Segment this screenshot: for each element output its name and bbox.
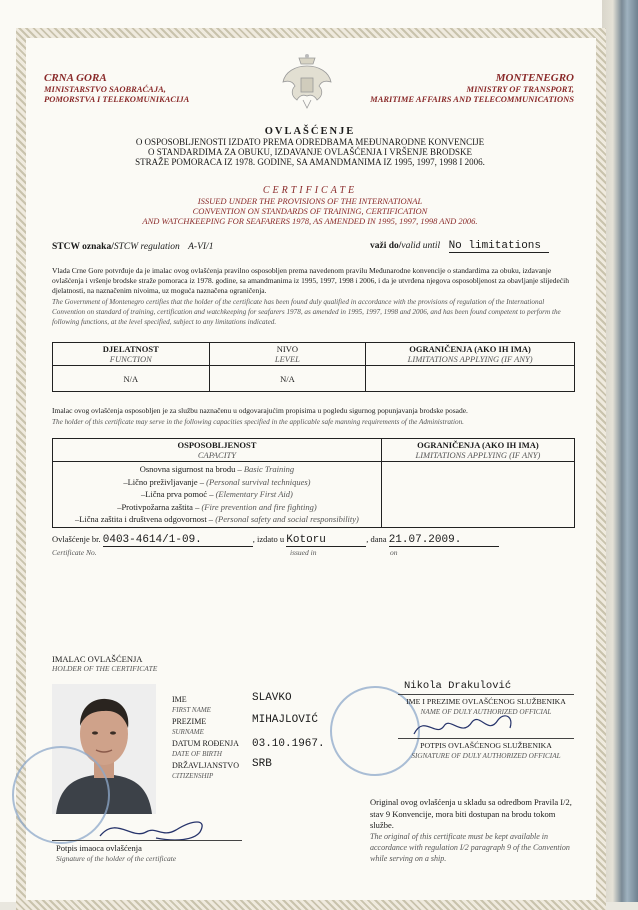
header-left — [44, 72, 264, 104]
capacity-limit-label: OGRANIČENJA (AKO IH IMA) — [417, 440, 539, 450]
header-right-sub1: MINISTRY OF TRANSPORT, — [466, 84, 574, 94]
functions-table-header — [53, 343, 575, 366]
title-local-line1: O OSPOSOBLJENOSTI IZDATO PREMA ODREDBAMA MEĐUNARODNE KONVENCIJE — [135, 137, 485, 147]
cert-no-value: 0403-4614/1-09. — [103, 534, 253, 547]
table-row — [53, 462, 575, 528]
holder-title-en: HOLDER OF THE CERTIFICATE — [52, 664, 158, 673]
first-name-value: SLAVKO — [252, 692, 292, 704]
cert-no-label: Ovlašćenje br. — [52, 534, 101, 544]
table-row — [53, 366, 575, 392]
issued-in-label-en: issued in — [290, 548, 317, 557]
capacity-item-local: –Lična prva pomoć – — [140, 489, 214, 499]
official-name-label: IME I PREZIME OVLAŠĆENOG SLUŽBENIKA — [406, 697, 566, 706]
intro-local: Vlada Crne Gore potvrđuje da je imalac ovog ovlašćenja pravilno osposobljen prema navedenom pravilu Međunarodne konvencije o standardima za obuku, izdavanje ovlašćenja i vršenje brodske straže pomoraca iz 1978. godine, sa amandmanima iz 1995, 1997, 1998 i 2006, i da je utvrđena njegova osposobljenost za obavljanje slijedećih djelatnosti, na naznačenim nivoima, uz moguća naznačena ograničenja. — [52, 266, 569, 295]
issued-in-value: Kotoru — [286, 534, 366, 547]
title-en-line1: ISSUED UNDER THE PROVISIONS OF THE INTERNATIONAL — [197, 196, 423, 206]
list-item — [55, 513, 379, 526]
nationality-label: DRŽAVLJANSTVO — [172, 761, 239, 770]
official-name-line — [398, 694, 574, 695]
capacity-item-en: (Elementary First Aid) — [215, 489, 293, 499]
list-item — [55, 501, 379, 514]
header-right — [334, 72, 574, 104]
functions-table — [52, 342, 575, 392]
capacity-item-en: (Personal safety and social responsibility) — [215, 514, 359, 524]
coat-of-arms-icon — [281, 52, 333, 110]
title-en-heading: CERTIFICATE — [262, 185, 358, 196]
holder-sig-label: Potpis imaoca ovlašćenja — [56, 843, 142, 853]
capacity-item-local: Osnovna sigurnost na brodu – — [139, 464, 242, 474]
binding-strip — [602, 0, 638, 902]
name-label: IME — [172, 695, 187, 704]
holder-labels — [172, 694, 239, 782]
capacity-table-header — [53, 439, 575, 462]
capacity-list — [53, 462, 382, 528]
title-en-line2: CONVENTION ON STANDARDS OF TRAINING, CERTIFICATION — [192, 206, 428, 216]
capacity-limit-en: LIMITATIONS APPLYING (IF ANY) — [415, 450, 541, 460]
official-sig-line — [398, 738, 574, 739]
capacity-header-en: CAPACITY — [197, 450, 236, 460]
capacity-note-local: Imalac ovog ovlašćenja osposobljen je za službu naznačenu u odgovarajućim propisima u pogledu sigurnog popunjavanja brodske posade. — [52, 406, 468, 415]
valid-value: No limitations — [449, 240, 549, 253]
header-left-sub2: POMORSTVA I TELEKOMUNIKACIJA — [44, 94, 190, 104]
capacity-limit-header — [381, 439, 574, 462]
dob-label-en: DATE OF BIRTH — [172, 750, 222, 758]
footer-local: Original ovog ovlašćenja u skladu sa odredbom Pravila I/2, stav 9 Konvencije, mora biti dostupan na brodu tokom službe. — [370, 797, 572, 830]
cert-no-label-en: Certificate No. — [52, 548, 97, 557]
capacity-limit-cell — [381, 462, 574, 528]
header-left-sub1: MINISTARSTVO SAOBRAĆAJA, — [44, 84, 166, 94]
limitations-header-en: LIMITATIONS APPLYING (IF ANY) — [407, 354, 533, 364]
list-item — [55, 488, 379, 501]
dob-value: 03.10.1967. — [252, 738, 325, 750]
function-header-label: DJELATNOST — [102, 344, 159, 354]
limitations-header — [366, 343, 575, 366]
footer-en: The original of this certificate must be kept available in accordance with regulation I/2 paragraph 9 of the Convention while serving on a ship. — [370, 832, 570, 863]
surname-value: MIHAJLOVIĆ — [252, 714, 319, 726]
official-sig-label: POTPIS OVLAŠĆENOG SLUŽBENIKA — [420, 741, 552, 750]
holder-signature-line — [52, 840, 242, 841]
surname-label-en: SURNAME — [172, 728, 204, 736]
list-item — [55, 476, 379, 489]
title-local-heading: OVLAŠĆENJE — [264, 126, 356, 137]
level-cell: N/A — [209, 366, 366, 392]
title-local — [40, 126, 580, 167]
stcw-label: STCW oznaka/ — [52, 242, 114, 252]
valid-label-en: valid until — [401, 241, 441, 251]
title-local-line3: STRAŽE POMORACA IZ 1978. GODINE, SA AMANDMANIMA IZ 1995, 1997, 1998 I 2006. — [135, 157, 485, 167]
stcw-label-en: STCW regulation — [113, 242, 180, 252]
date-label-en: on — [390, 548, 398, 557]
header-left-title: CRNA GORA — [44, 72, 107, 84]
capacity-item-local: –Protivpožarna zaštita – — [117, 501, 200, 512]
title-en — [40, 185, 580, 226]
header-right-title: MONTENEGRO — [495, 72, 574, 84]
level-header-en: LEVEL — [274, 354, 300, 364]
title-en-line3: AND WATCHKEEPING FOR SEAFARERS 1978, AS AMENDED IN 1995, 1997, 1998 AND 2006. — [142, 216, 478, 226]
capacity-item-local: –Lično preživljavanje – — [123, 476, 205, 487]
nationality-label-en: CITIZENSHIP — [172, 772, 214, 780]
function-header — [53, 343, 210, 366]
issue-line — [52, 534, 499, 547]
official-signature — [410, 708, 520, 742]
issued-in-label: , izdato u — [252, 534, 285, 544]
intro-en: The Government of Montenegro certifies that the holder of the certificate has been found duly qualified in accordance with the provisions of regulation of the International Convention on standard of training, certification and watchkeeping for seafarers 1978, as amended in 1995, 1997, 1998 and 2006, and has been found competent to perform the following functions, at the level specified, subject to any limitations indicated. — [52, 298, 561, 326]
function-cell: N/A — [53, 366, 210, 392]
valid-label: važi do/ — [370, 241, 402, 251]
level-header-label: NIVO — [276, 344, 299, 354]
nationality-value: SRB — [252, 758, 272, 770]
date-label: , dana — [366, 534, 387, 544]
date-value: 21.07.2009. — [389, 534, 499, 547]
capacity-item-en: (Personal survival techniques) — [206, 476, 311, 487]
valid-until — [370, 240, 549, 253]
dob-label: DATUM ROĐENJA — [172, 739, 239, 748]
capacity-header — [53, 439, 382, 462]
official-sig-label-en: SIGNATURE OF DULY AUTHORIZED OFFICIAL — [411, 752, 561, 760]
surname-label: PREZIME — [172, 717, 207, 726]
limitations-header-label: OGRANIČENJA (AKO IH IMA) — [409, 344, 531, 354]
capacity-item-en: (Fire prevention and fire fighting) — [201, 501, 317, 512]
level-header — [209, 343, 366, 366]
title-local-line2: O STANDARDIMA ZA OBUKU, IZDAVANJE OVLAŠĆENJA I VRŠENJE BRODSKE — [147, 147, 473, 157]
list-item — [55, 463, 379, 476]
header-right-sub2: MARITIME AFFAIRS AND TELECOMMUNICATIONS — [370, 94, 574, 104]
holder-title: IMALAC OVLAŠĆENJA — [52, 654, 143, 664]
capacity-item-local: –Lična zaštita i društvena odgovornost – — [74, 514, 214, 524]
official-name: Nikola Drakulović — [404, 680, 512, 692]
capacity-header-label: OSPOSOBLJENOST — [177, 440, 257, 450]
capacity-table — [52, 438, 575, 528]
function-header-en: FUNCTION — [109, 354, 152, 364]
limitation-cell — [366, 366, 575, 392]
capacity-note-en: The holder of this certificate may serve in the following capacities specified in the applicable safe manning requirements of the Administration. — [52, 418, 464, 426]
name-label-en: FIRST NAME — [172, 706, 211, 714]
stcw-value: A-VI/1 — [188, 242, 214, 252]
holder-sig-label-en: Signature of the holder of the certificate — [56, 854, 177, 863]
official-name-label-en: NAME OF DULY AUTHORIZED OFFICIAL — [420, 708, 552, 716]
stcw-regulation — [52, 242, 213, 252]
capacity-item-en: Basic Training — [243, 464, 295, 474]
